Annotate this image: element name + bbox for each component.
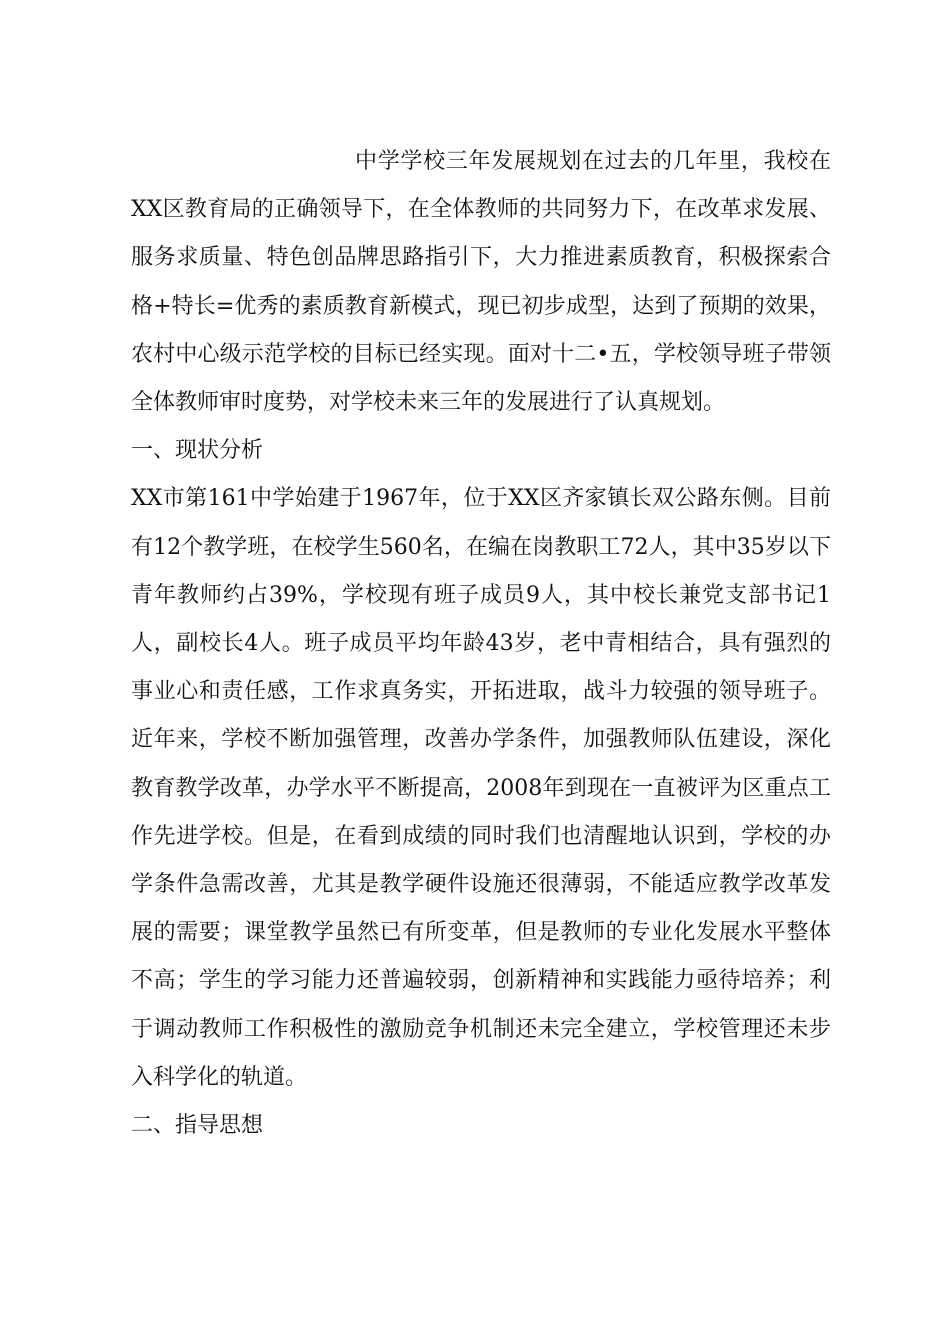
status-analysis-paragraph: XX市第161中学始建于1967年，位于XX区齐家镇长双公路东侧。目前有12个教学班，在校学生560名，在编在岗教职工72人，其中35岁以下青年教师约占39%，学校现有班子成员9人，其中校长兼党支部书记1人，副校长4人。班子成员平均年龄43岁，老中青相结合，具有强烈的事业心和责任感，工作求真务实，开拓进取，战斗力较强的领导班子。近年来，学校不断加强管理，改善办学条件，加强教师队伍建设，深化教育教学改革，办学水平不断提高，2008年到现在一直被评为区重点工作先进学校。但是，在看到成绩的同时我们也清醒地认识到，学校的办学条件急需改善，尤其是教学硬件设施还很薄弱，不能适应教学改革发展的需要；课堂教学虽然已有所变革，但是教师的专业化发展水平整体不高；学生的学习能力还普遍较弱，创新精神和实践能力亟待培养；利于调动教师工作积极性的激励竞争机制还未完全建立，学校管理还未步入科学化的轨道。 (131, 486, 831, 1090)
section-heading-guiding-ideology: 二、指导思想 (131, 1113, 264, 1139)
document-body (131, 138, 831, 1150)
intro-paragraph: 中学学校三年发展规划在过去的几年里，我校在XX区教育局的正确领导下，在全体教师的共同努力下，在改革求发展、服务求质量、特色创品牌思路指引下，大力推进素质教育，积极探索合格+特长=优秀的素质教育新模式，现已初步成型，达到了预期的效果，农村中心级示范学校的目标已经实现。面对十二•五，学校领导班子带领全体教师审时度势，对学校未来三年的发展进行了认真规划。 (131, 149, 831, 416)
section-heading-status-analysis: 一、现状分析 (131, 438, 264, 464)
